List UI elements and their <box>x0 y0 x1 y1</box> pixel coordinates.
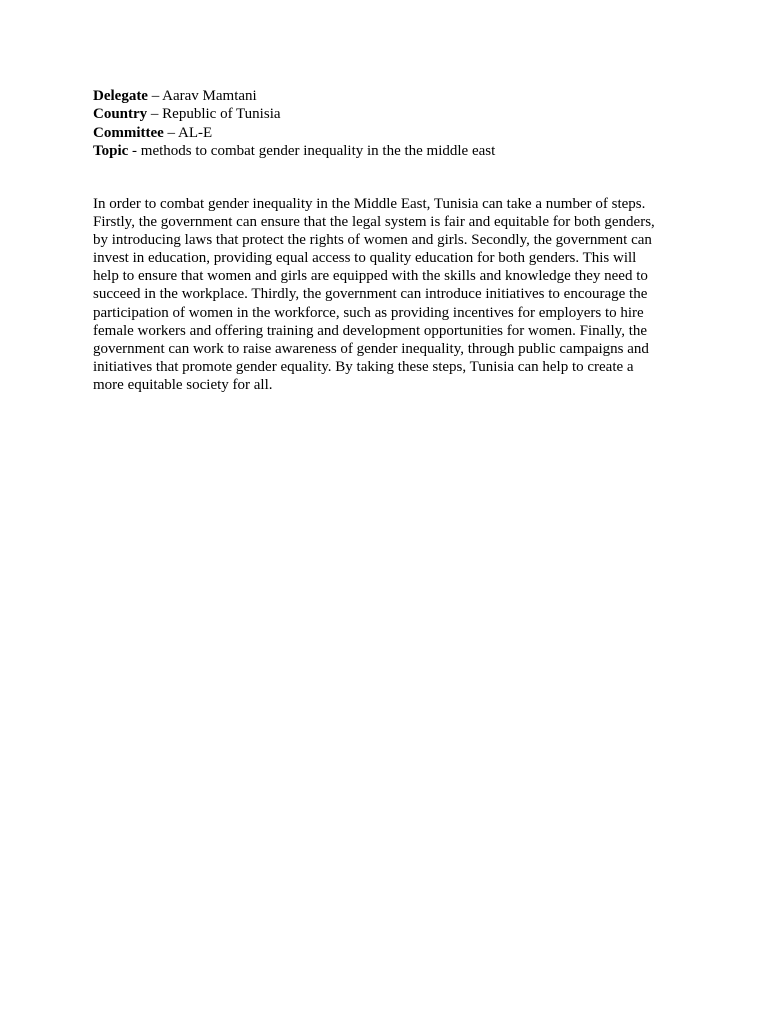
body-line: government can work to raise awareness of gender inequality, through public campaigns and <box>93 340 649 357</box>
body-line: Firstly, the government can ensure that the legal system is fair and equitable for both genders, <box>93 214 655 231</box>
committee-separator: – <box>163 124 178 141</box>
body-line: by introducing laws that protect the rights of women and girls. Secondly, the government can <box>93 232 652 249</box>
body-line: help to ensure that women and girls are equipped with the skills and knowledge they need to <box>93 268 648 285</box>
document-header <box>93 87 693 160</box>
country-label: Country <box>93 106 148 123</box>
body-line: succeed in the workplace. Thirdly, the government can introduce initiatives to encourage the <box>93 286 648 303</box>
body-paragraph <box>93 195 693 394</box>
committee-label: Committee <box>93 124 164 141</box>
body-line: female workers and offering training and development opportunities for women. Finally, the <box>93 322 648 339</box>
delegate-value: Aarav Mamtani <box>162 88 257 104</box>
committee-value: AL-E <box>177 124 213 141</box>
body-line: more equitable society for all. <box>93 376 273 393</box>
topic-value: methods to combat gender inequality in the the middle east <box>140 142 496 159</box>
country-separator: – <box>147 106 163 123</box>
body-line: participation of women in the workforce, such as providing incentives for employers to hire <box>93 304 644 321</box>
body-line: In order to combat gender inequality in the Middle East, Tunisia can take a number of steps. <box>93 196 646 212</box>
topic-line <box>93 142 693 160</box>
topic-label: Topic <box>93 142 129 159</box>
delegate-label: Delegate <box>93 88 148 104</box>
topic-separator: - <box>128 142 141 159</box>
body-line: initiatives that promote gender equality. By taking these steps, Tunisia can help to create a <box>93 358 634 375</box>
country-value: Republic of Tunisia <box>162 106 281 123</box>
delegate-separator: – <box>147 88 163 104</box>
body-line: invest in education, providing equal access to quality education for both genders. This will <box>93 250 637 267</box>
country-line <box>93 105 693 123</box>
delegate-line <box>93 87 693 105</box>
committee-line <box>93 124 693 142</box>
